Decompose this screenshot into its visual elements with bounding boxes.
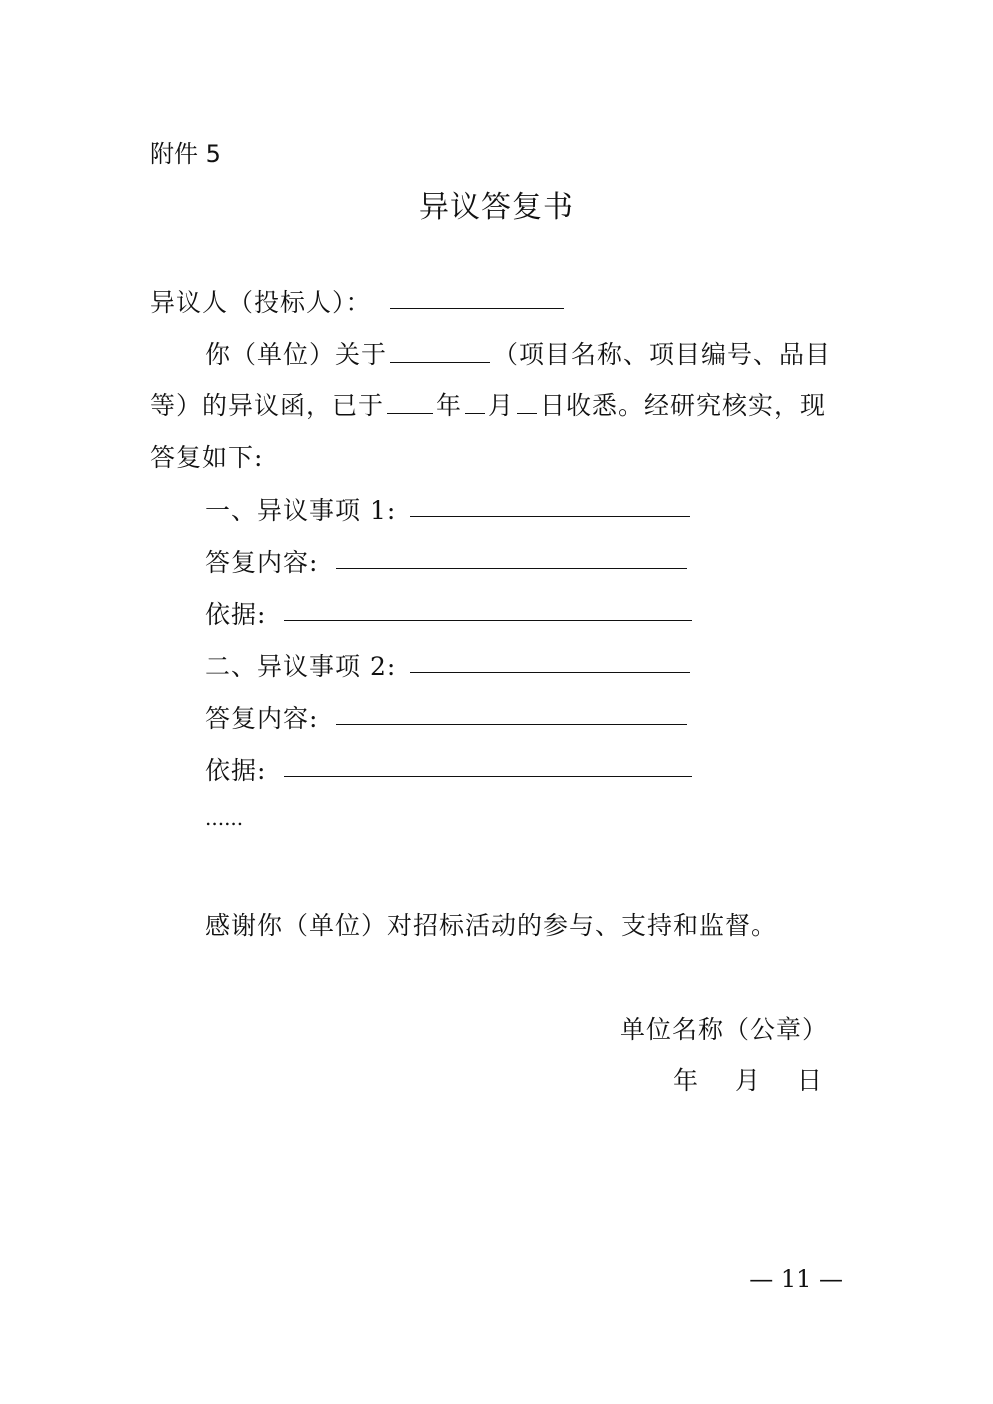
page-number: — 11 — [749, 1265, 843, 1293]
thanks-text: 感谢你（单位）对招标活动的参与、支持和监督。 [205, 911, 778, 940]
matter-2-field[interactable] [410, 672, 690, 673]
para1-line2-suffix: 日收悉。经研究核实，现 [540, 391, 827, 420]
year-label: 年 [436, 391, 463, 420]
document-title: 异议答复书 [419, 190, 574, 225]
ellipsis: ...... [205, 806, 244, 830]
matter-1-label: 一、异议事项 1: [205, 496, 397, 525]
para1-line1-suffix: （项目名称、项目编号、品目 [493, 340, 832, 369]
attachment-label: 附件 5 [150, 140, 221, 168]
matter-1-field[interactable] [410, 516, 690, 517]
basis-2-label: 依据: [205, 756, 267, 785]
project-name-field[interactable] [390, 338, 490, 363]
paragraph-line-3: 答复如下: [150, 443, 264, 472]
unit-name-seal: 单位名称（公章） [619, 1015, 828, 1044]
reply-1-label: 答复内容: [205, 548, 319, 577]
reply-2-label: 答复内容: [205, 704, 319, 733]
day-field[interactable] [517, 389, 537, 414]
signature-date: 年 月 日 [672, 1066, 828, 1095]
objector-row [150, 283, 372, 319]
basis-1-label: 依据: [205, 600, 267, 629]
para1-line2-prefix: 等）的异议函，已于 [150, 391, 385, 420]
reply-1-field[interactable] [336, 568, 687, 569]
month-field[interactable] [465, 389, 485, 414]
objector-field[interactable] [390, 308, 564, 309]
basis-1-field[interactable] [284, 620, 692, 621]
para1-line1-prefix: 你（单位）关于 [205, 340, 388, 369]
year-field[interactable] [387, 389, 433, 414]
objector-label: 异议人（投标人）： [150, 288, 372, 317]
month-label: 月 [488, 391, 515, 420]
paragraph-line-1 [205, 335, 831, 371]
paragraph-line-2 [150, 386, 826, 422]
matter-2-label: 二、异议事项 2: [205, 652, 397, 681]
basis-2-field[interactable] [284, 776, 692, 777]
reply-2-field[interactable] [336, 724, 687, 725]
